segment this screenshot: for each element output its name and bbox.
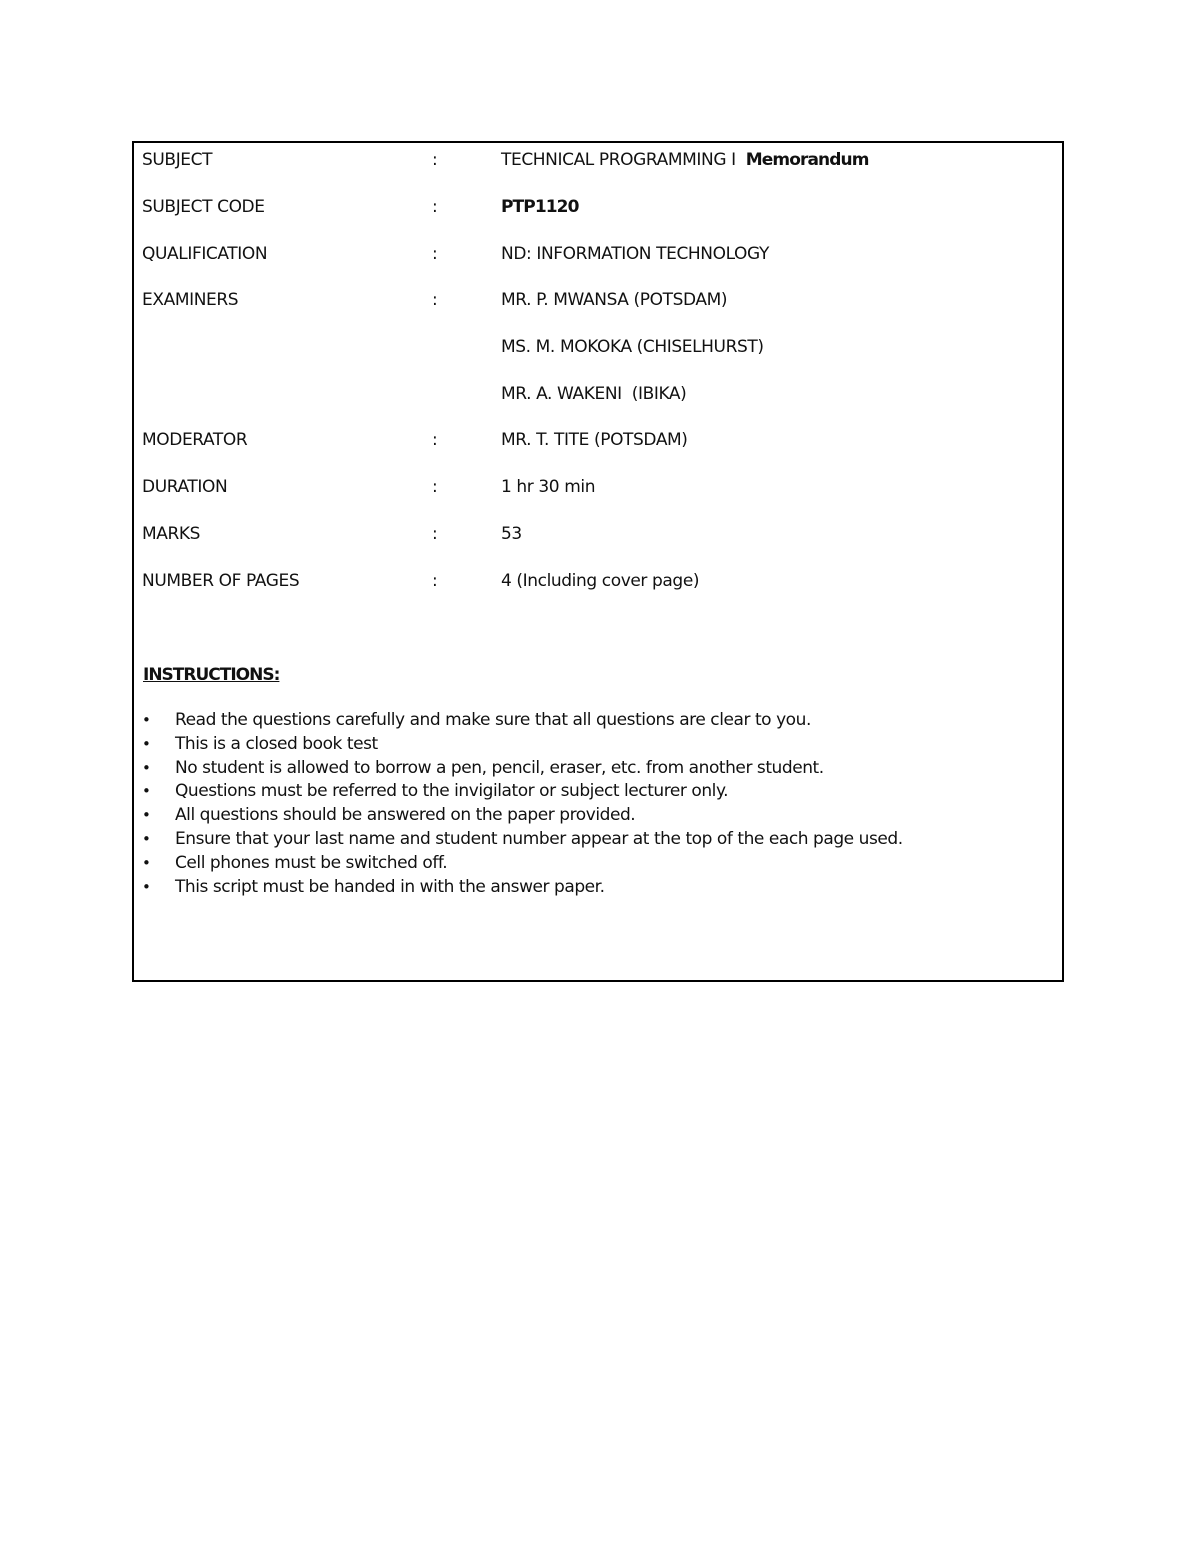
memorandum-label: Memorandum — [745, 150, 869, 170]
examiner-row-3 — [142, 382, 1054, 406]
bullet-icon: • — [142, 806, 151, 825]
examiners-row — [142, 288, 1054, 312]
bullet-icon: • — [142, 877, 151, 896]
examiners-label: EXAMINERS — [142, 290, 239, 310]
bullet-icon: • — [142, 734, 151, 753]
instruction-text: This script must be handed in with the answer paper. — [175, 876, 605, 897]
instruction-text: Questions must be referred to the invigilator or subject lecturer only. — [175, 781, 729, 802]
moderator-row — [142, 428, 1054, 452]
moderator-value: MR. T. TITE (POTSDAM) — [501, 430, 688, 450]
number-of-pages-row — [142, 569, 1054, 593]
bullet-icon: • — [142, 711, 151, 729]
moderator-colon: : — [432, 430, 438, 450]
qualification-colon: : — [432, 244, 438, 264]
number-of-pages-label: NUMBER OF PAGES — [142, 571, 300, 591]
instruction-text: Ensure that your last name and student number appear at the top of the each page used. — [175, 828, 903, 849]
marks-row — [142, 522, 1054, 546]
marks-label: MARKS — [142, 524, 201, 544]
number-of-pages-value: 4 (Including cover page) — [501, 571, 700, 591]
subject-code-label: SUBJECT CODE — [142, 197, 265, 217]
subject-value — [501, 148, 869, 172]
examiner-2: MS. M. MOKOKA (CHISELHURST) — [501, 337, 764, 357]
qualification-value: ND: INFORMATION TECHNOLOGY — [501, 244, 769, 264]
marks-value: 53 — [501, 524, 522, 544]
cover-page-box — [132, 141, 1064, 982]
instruction-text: Cell phones must be switched off. — [175, 852, 448, 873]
subject-code-colon: : — [432, 197, 438, 217]
subject-label: SUBJECT — [142, 150, 213, 170]
instruction-text: This is a closed book test — [175, 733, 378, 754]
subject-code-row — [142, 195, 1054, 219]
instruction-text: Read the questions carefully and make sure that all questions are clear to you. — [175, 710, 811, 730]
subject-row — [142, 148, 1054, 172]
bullet-icon: • — [142, 853, 151, 872]
bullet-icon: • — [142, 782, 151, 801]
bullet-icon: • — [142, 758, 151, 777]
examiners-colon: : — [432, 290, 438, 310]
marks-colon: : — [432, 524, 438, 544]
bullet-icon: • — [142, 829, 151, 848]
subject-code-value: PTP1120 — [501, 197, 579, 217]
instruction-text: All questions should be answered on the paper provided. — [175, 805, 636, 826]
qualification-row — [142, 242, 1054, 266]
duration-value: 1 hr 30 min — [501, 477, 596, 497]
duration-colon: : — [432, 477, 438, 497]
instruction-text: No student is allowed to borrow a pen, pencil, eraser, etc. from another student. — [175, 757, 824, 778]
examiner-3: MR. A. WAKENI (IBIKA) — [501, 384, 687, 404]
moderator-label: MODERATOR — [142, 430, 248, 450]
duration-row — [142, 475, 1054, 499]
subject-name: TECHNICAL PROGRAMMING I — [501, 150, 736, 170]
number-of-pages-colon: : — [432, 571, 438, 591]
instructions-heading: INSTRUCTIONS: — [143, 665, 280, 685]
qualification-label: QUALIFICATION — [142, 244, 268, 264]
duration-label: DURATION — [142, 477, 228, 497]
subject-colon: : — [432, 150, 438, 170]
examiner-1: MR. P. MWANSA (POTSDAM) — [501, 290, 728, 310]
examiner-row-2 — [142, 335, 1054, 359]
